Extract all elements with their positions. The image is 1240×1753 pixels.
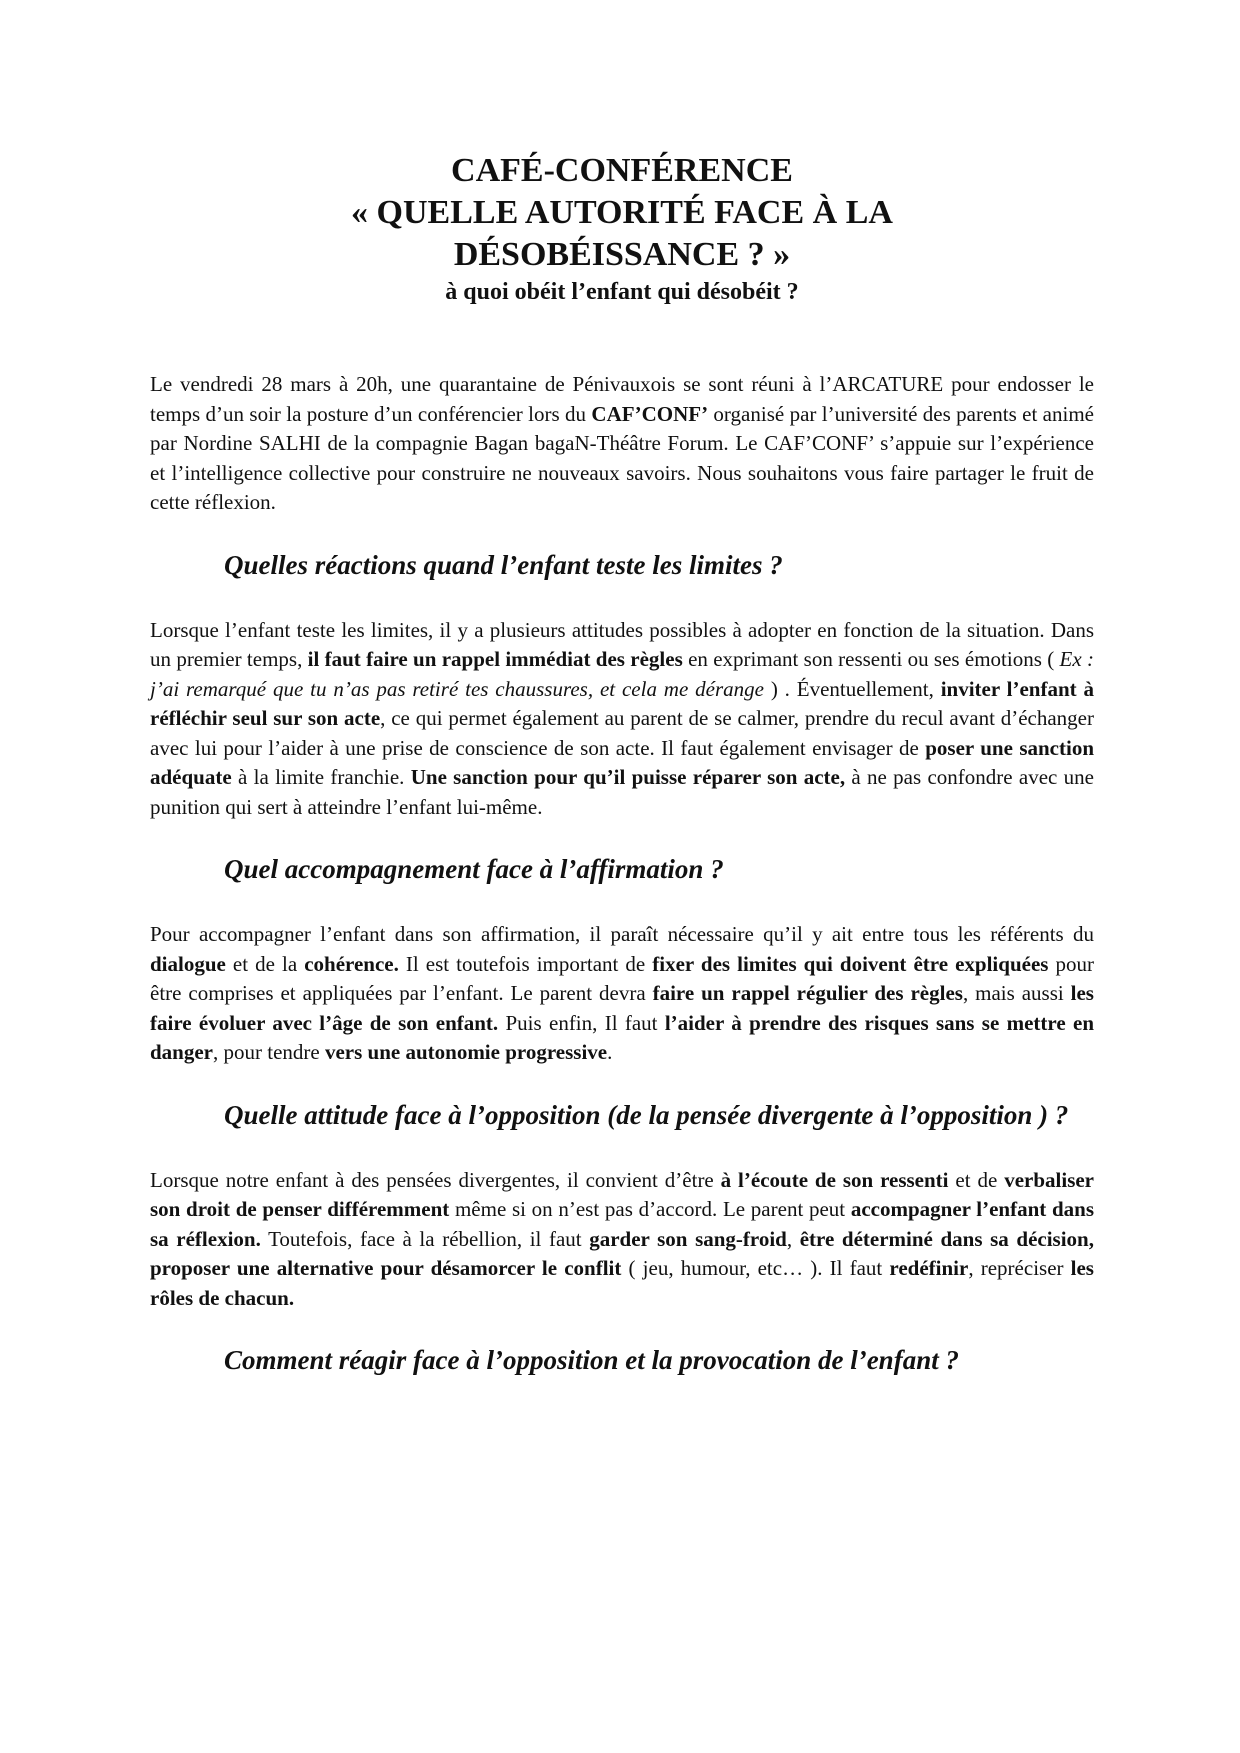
s2-text-8: .	[607, 1040, 613, 1064]
s3-text-3: même si on n’est pas d’accord. Le parent peut	[449, 1197, 851, 1221]
title-line-3: DÉSOBÉISSANCE ? »	[453, 236, 791, 273]
s2-text-7: , pour tendre	[213, 1040, 325, 1064]
s3-text-2: et de	[948, 1167, 1005, 1192]
s2-text-1: Pour accompagner l’enfant dans son affirmation, il paraît nécessaire qu’il y ait entre tous les référents du	[150, 922, 1094, 946]
intro-paragraph	[150, 370, 1094, 518]
s1-italic-1: Ex : j’ai remarqué que tu n’as pas retiré tes chaussures, et cela me dérange	[150, 647, 1094, 701]
s2-text-3: Il est toutefois important de	[398, 951, 653, 976]
subtitle: à quoi obéit l’enfant qui désobéit ?	[445, 279, 799, 305]
section3-heading: Quelle attitude face à l’opposition (de la pensée divergente à l’opposition ) ?	[224, 1099, 1069, 1130]
s3-text-1: Lorsque notre enfant à des pensées divergentes, il convient d’être	[150, 1167, 721, 1192]
title-line-2: « QUELLE AUTORITÉ FACE À LA	[351, 194, 893, 231]
s2-text-4: pour être comprises et appliquées par l’enfant. Le parent devra	[150, 951, 1094, 1005]
title-block	[150, 150, 1094, 308]
s2-text-6: Puis enfin, Il faut	[498, 1010, 665, 1035]
s2-bold-2: cohérence.	[304, 951, 399, 976]
s2-bold-6: l’aider à prendre des risques sans se mettre en danger	[150, 1010, 1094, 1064]
intro-text-2: organisé par l’université des parents et animé par Nordine SALHI de la compagnie Bagan bagaN-Théâtre Forum. Le CAF’CONF’ s’appuie sur l’expérience et l’intelligence collective pour construire ne nouveaux savoirs. Nous souhaitons vous faire partager le fruit de cette réflexion.	[150, 401, 1094, 514]
s3-bold-2: verbaliser son droit de penser différemment	[150, 1167, 1095, 1221]
s1-bold-1: il faut faire un rappel immédiat des règles	[307, 647, 683, 671]
section2-paragraph	[150, 920, 1094, 1068]
s1-bold-2: inviter l’enfant à réfléchir seul sur son acte	[150, 676, 1094, 730]
intro-bold-1: CAF’CONF’	[591, 401, 709, 426]
s3-bold-1: à l’écoute de son ressenti	[720, 1167, 949, 1192]
s1-text-6: à ne pas confondre avec une punition qui sert à atteindre l’enfant lui-même.	[150, 765, 1094, 819]
section2-heading: Quel accompagnement face à l’affirmation ?	[224, 854, 724, 884]
s3-text-6: ( jeu, humour, etc… ). Il faut	[621, 1256, 890, 1280]
section3-paragraph	[150, 1166, 1094, 1314]
s1-text-1: Lorsque l’enfant teste les limites, il y a plusieurs attitudes possibles à adopter en fonction de la situation. Dans un premier temps,	[150, 617, 1094, 671]
intro-text-1: Le vendredi 28 mars à 20h, une quarantaine de Pénivauxois se sont réuni à l’ARCATURE pour endosser le temps d’un soir la posture d’un conférencier lors du	[150, 372, 1094, 426]
s1-bold-3: poser une sanction adéquate	[150, 735, 1094, 789]
section1-heading: Quelles réactions quand l’enfant teste les limites ?	[224, 549, 783, 580]
s1-bold-4: Une sanction pour qu’il puisse réparer son acte,	[410, 765, 846, 789]
s2-bold-7: vers une autonomie progressive	[324, 1040, 608, 1064]
s2-bold-4: faire un rappel régulier des règles	[652, 981, 963, 1005]
s3-text-5: ,	[786, 1226, 800, 1251]
s2-text-2: et de la	[225, 951, 305, 976]
s3-bold-3: accompagner l’enfant dans sa réflexion.	[150, 1197, 1094, 1251]
s1-text-2: en exprimant son ressenti ou ses émotions (	[682, 647, 1060, 671]
s3-bold-7: les rôles de chacun.	[150, 1256, 1094, 1310]
s3-bold-4: garder son sang-froid	[589, 1226, 787, 1251]
s1-text-4: , ce qui permet également au parent de se calmer, prendre du recul avant d’échanger avec lui pour l’aider à une prise de conscience de son acte. Il faut également envisager de	[150, 706, 1094, 760]
s2-bold-1: dialogue	[150, 951, 226, 976]
s3-bold-6: redéfinir	[889, 1256, 969, 1280]
s1-text-3: ) . Éventuellement,	[763, 676, 941, 701]
s3-text-4: Toutefois, face à la rébellion, il faut	[260, 1226, 590, 1251]
section4-heading: Comment réagir face à l’opposition et la provocation de l’enfant ?	[224, 1345, 959, 1375]
s3-text-7: , repréciser	[968, 1256, 1071, 1280]
title-line-1: CAFÉ-CONFÉRENCE	[451, 152, 793, 189]
document-page	[150, 150, 1094, 1377]
s2-bold-3: fixer des limites qui doivent être expliquées	[652, 951, 1049, 976]
s2-bold-5: les faire évoluer avec l’âge de son enfant.	[150, 981, 1094, 1035]
s2-text-5: , mais aussi	[962, 981, 1071, 1005]
section1-paragraph	[150, 616, 1094, 823]
s1-text-5: à la limite franchie.	[231, 765, 411, 789]
s3-bold-5: être déterminé dans sa décision, proposer une alternative pour désamorcer le conflit	[150, 1226, 1094, 1280]
